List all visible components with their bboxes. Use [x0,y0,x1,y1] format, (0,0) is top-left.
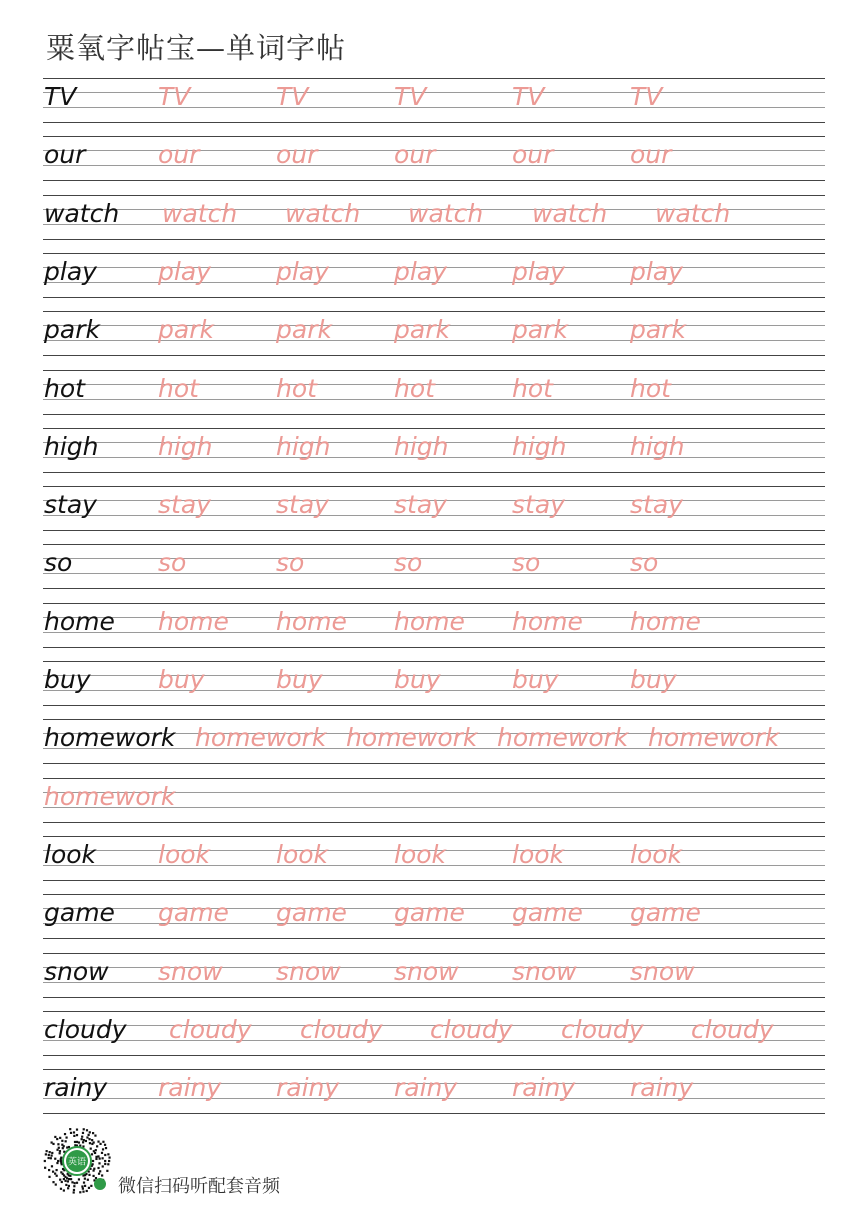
qr-dot [65,1140,67,1142]
qr-dot [56,1138,58,1140]
qr-dot [98,1162,100,1164]
qr-dot [51,1155,53,1157]
qr-dot [96,1145,98,1147]
qr-dot [52,1143,54,1145]
trace-word: game [630,898,701,927]
ruled-line [43,661,825,662]
trace-word: rainy [394,1073,458,1102]
qr-dot [48,1176,50,1178]
qr-dot [49,1151,51,1153]
ruled-line [43,719,825,720]
qr-dot [91,1153,93,1155]
trace-word: so [630,548,659,577]
ruled-line [43,822,825,823]
trace-word: high [394,432,449,461]
trace-word: stay [158,490,211,519]
qr-dot [95,1149,97,1151]
qr-dot [62,1147,64,1149]
qr-dot [99,1143,101,1145]
qr-dot [92,1132,94,1134]
ruled-line [43,894,825,895]
model-word: high [44,432,99,461]
practice-row [43,253,825,299]
qr-dot [97,1141,99,1143]
qr-dot [78,1178,80,1180]
trace-word: game [512,898,583,927]
ruled-line [43,778,825,779]
trace-word: cloudy [430,1015,513,1044]
qr-dot [71,1181,73,1183]
model-word: home [44,607,115,636]
trace-word: so [394,548,423,577]
model-word: rainy [44,1073,108,1102]
qr-dot [78,1141,80,1143]
trace-word: rainy [276,1073,340,1102]
model-word: watch [44,199,120,228]
trace-word: watch [408,199,484,228]
trace-word: play [276,257,329,286]
qr-dot [107,1163,109,1165]
qr-dot [61,1140,63,1142]
qr-dot [85,1140,87,1142]
trace-word: play [630,257,683,286]
qr-dot [74,1182,76,1184]
trace-word: buy [394,665,441,694]
ruled-line [43,472,825,473]
qr-dot [86,1190,88,1192]
qr-dot [99,1170,101,1172]
model-word: so [44,548,73,577]
qr-dot [104,1144,106,1146]
qr-dot [48,1157,50,1159]
trace-word: watch [285,199,361,228]
qr-dot [65,1184,67,1186]
qr-dot [90,1148,92,1150]
qr-dot [52,1171,54,1173]
trace-word: so [158,548,187,577]
qr-dot [81,1136,83,1138]
trace-word: park [394,315,450,344]
ruled-line [43,705,825,706]
qr-dot [89,1131,91,1133]
qr-dot [105,1147,107,1149]
qr-dot [52,1181,54,1183]
qr-dot [57,1143,59,1145]
qr-dot [104,1154,106,1156]
qr-dot [102,1141,104,1143]
qr-dot [84,1185,86,1187]
qr-dot [74,1141,76,1143]
ruled-line [43,647,825,648]
qr-dot [98,1173,100,1175]
ruled-line [43,370,825,371]
trace-word: rainy [630,1073,694,1102]
ruled-line [43,78,825,79]
trace-word: so [512,548,541,577]
qr-dot [104,1160,106,1162]
trace-word: our [394,140,436,169]
practice-row [43,778,825,824]
model-word: look [44,840,97,869]
ruled-line [43,428,825,429]
qr-badge-icon [94,1178,106,1190]
qr-dot [55,1183,57,1185]
qr-dot [59,1152,61,1154]
trace-word: look [512,840,565,869]
qr-dot [92,1175,94,1177]
qr-dot [102,1157,104,1159]
trace-word: game [394,898,465,927]
qr-dot [87,1179,89,1181]
ruled-line [43,253,825,254]
qr-dot [59,1137,61,1139]
qr-dot [65,1136,67,1138]
ruled-line [43,239,825,240]
ruled-line [43,997,825,998]
trace-word: hot [158,374,199,403]
trace-word: game [158,898,229,927]
ruled-line [43,953,825,954]
qr-dot [97,1167,99,1169]
qr-dot [89,1138,91,1140]
ruled-line [43,195,825,196]
trace-word: game [276,898,347,927]
trace-word: home [394,607,465,636]
qr-dot [56,1162,58,1164]
ruled-line [43,763,825,764]
qr-dot [102,1148,104,1150]
model-word: homework [44,723,176,752]
qr-dot [62,1168,64,1170]
qr-dot [44,1167,46,1169]
ruled-line [43,1011,825,1012]
trace-word: park [512,315,568,344]
qr-logo-label: 英语 [67,1157,87,1168]
qr-dot [104,1163,106,1165]
qr-dot [69,1128,71,1130]
trace-word: home [276,607,347,636]
trace-word: rainy [158,1073,222,1102]
footer [42,1126,342,1200]
qr-dot [83,1139,85,1141]
qr-dot [59,1179,61,1181]
qr-dot [95,1156,97,1158]
practice-row [43,428,825,474]
qr-dot [46,1150,48,1152]
qr-dot [95,1177,97,1179]
scan-caption: 微信扫码听配套音频 [118,1176,280,1197]
trace-word: watch [655,199,731,228]
qr-dot [60,1188,62,1190]
qr-dot [108,1156,110,1158]
ruled-line [43,603,825,604]
model-word: buy [44,665,91,694]
qr-dot [51,1165,53,1167]
ruled-line [43,1113,825,1114]
qr-dot [61,1181,63,1183]
qr-dot [81,1138,83,1140]
trace-word: home [512,607,583,636]
qr-dot [54,1158,56,1160]
model-word: hot [44,374,85,403]
trace-word: TV [630,82,663,111]
ruled-line [43,297,825,298]
ruled-line [43,355,825,356]
ruled-line [43,1069,825,1070]
qr-dot [83,1128,85,1130]
qr-dot [82,1141,84,1143]
qr-dot [73,1189,75,1191]
qr-dot [64,1133,66,1135]
qr-dot [48,1154,50,1156]
trace-word: TV [394,82,427,111]
qr-dot [54,1173,56,1175]
model-word: our [44,140,86,169]
trace-word: snow [630,957,695,986]
practice-row [43,836,825,882]
qr-dot [102,1165,104,1167]
model-word: snow [44,957,109,986]
trace-word: play [394,257,447,286]
trace-word: stay [276,490,329,519]
ruled-line [43,414,825,415]
trace-word: cloudy [561,1015,644,1044]
qr-dot [56,1149,58,1151]
qr-dot [60,1171,62,1173]
qr-dot [94,1152,96,1154]
qr-dot [67,1180,69,1182]
qr-dot [61,1144,63,1146]
ruled-line [43,836,825,837]
qr-dot [68,1178,70,1180]
trace-word: our [276,140,318,169]
qr-dot [92,1160,94,1162]
trace-word: snow [158,957,223,986]
trace-word: homework [195,723,327,752]
trace-word: park [158,315,214,344]
qr-dot [60,1157,62,1159]
trace-word: high [276,432,331,461]
model-word: TV [44,82,77,111]
qr-code-icon[interactable] [42,1126,112,1196]
trace-word: snow [512,957,577,986]
qr-dot [68,1185,70,1187]
trace-word: cloudy [169,1015,252,1044]
qr-dot [44,1160,46,1162]
qr-dot [82,1188,84,1190]
practice-row [43,136,825,182]
qr-dot [81,1185,83,1187]
trace-word: buy [158,665,205,694]
qr-dot [76,1182,78,1184]
trace-word: buy [630,665,677,694]
model-word: play [44,257,97,286]
qr-dot [51,1141,53,1143]
trace-word: high [630,432,685,461]
trace-word: hot [394,374,435,403]
trace-word: cloudy [300,1015,383,1044]
qr-dot [106,1170,108,1172]
qr-dot [70,1178,72,1180]
trace-word: rainy [512,1073,576,1102]
qr-dot [82,1132,84,1134]
qr-dot [63,1178,65,1180]
trace-word: watch [532,199,608,228]
trace-word: homework [648,723,780,752]
qr-dot [88,1134,90,1136]
trace-word: TV [276,82,309,111]
qr-dot [92,1169,94,1171]
model-word: game [44,898,115,927]
qr-dot [76,1134,78,1136]
trace-word: TV [512,82,545,111]
trace-word: watch [162,199,238,228]
qr-dot [101,1152,103,1154]
qr-dot [89,1142,91,1144]
practice-row [43,953,825,999]
qr-dot [56,1169,58,1171]
trace-word: snow [276,957,341,986]
ruled-line [43,530,825,531]
trace-word: look [158,840,211,869]
qr-dot [48,1169,50,1171]
qr-dot [93,1141,95,1143]
qr-dot [50,1157,52,1159]
model-word: cloudy [44,1015,127,1044]
practice-row [43,544,825,590]
qr-dot [76,1129,78,1131]
ruled-line [43,938,825,939]
trace-word: cloudy [691,1015,774,1044]
qr-dot [51,1152,53,1154]
ruled-line [43,880,825,881]
ruled-line [43,180,825,181]
trace-word: homework [497,723,629,752]
trace-word: play [158,257,211,286]
trace-word: look [276,840,329,869]
practice-row [43,311,825,357]
trace-word: home [158,607,229,636]
qr-dot [107,1153,109,1155]
trace-word: park [276,315,332,344]
qr-dot [67,1187,69,1189]
trace-word: look [630,840,683,869]
ruled-line [43,544,825,545]
qr-dot [82,1191,84,1193]
qr-dot [97,1155,99,1157]
trace-word: homework [346,723,478,752]
qr-dot [73,1191,75,1193]
trace-word: so [276,548,305,577]
qr-dot [88,1174,90,1176]
practice-row [43,603,825,649]
trace-word: stay [630,490,683,519]
ruled-line [43,136,825,137]
qr-dot [83,1181,85,1183]
practice-row [43,1011,825,1057]
qr-dot [101,1174,103,1176]
qr-dot [86,1136,88,1138]
trace-word: our [630,140,672,169]
ruled-line [43,311,825,312]
trace-word: stay [512,490,565,519]
trace-word: snow [394,957,459,986]
practice-row [43,894,825,940]
qr-dot [73,1131,75,1133]
trace-word: play [512,257,565,286]
trace-word: our [158,140,200,169]
qr-dot [57,1160,59,1162]
trace-word: hot [276,374,317,403]
qr-dot [84,1178,86,1180]
trace-word: high [158,432,213,461]
qr-dot [91,1139,93,1141]
qr-dot [59,1150,61,1152]
ruled-line [43,122,825,123]
qr-dot [54,1136,56,1138]
qr-dot [76,1141,78,1143]
qr-dot [45,1153,47,1155]
trace-word: park [630,315,686,344]
qr-dot [95,1158,97,1160]
qr-dot [86,1129,88,1131]
qr-dot [68,1146,70,1148]
qr-dot [90,1185,92,1187]
qr-dot [58,1147,60,1149]
qr-dot [73,1185,75,1187]
trace-word: TV [158,82,191,111]
trace-word: hot [512,374,553,403]
qr-dot [63,1189,65,1191]
trace-word: buy [276,665,323,694]
qr-dot [70,1132,72,1134]
qr-dot [108,1160,110,1162]
trace-word: look [394,840,447,869]
qr-dot [79,1191,81,1193]
qr-dot [56,1175,58,1177]
qr-dot [94,1135,96,1137]
trace-word: our [512,140,554,169]
ruled-line [43,486,825,487]
trace-word: home [630,607,701,636]
practice-row [43,661,825,707]
trace-word: homework [44,782,176,811]
trace-word: high [512,432,567,461]
qr-dot [73,1135,75,1137]
practice-row [43,78,825,124]
practice-row [43,719,825,765]
practice-row [43,486,825,532]
qr-dot [99,1158,101,1160]
model-word: stay [44,490,97,519]
trace-word: hot [630,374,671,403]
practice-row [43,370,825,416]
ruled-line [43,588,825,589]
qr-dot [88,1187,90,1189]
model-word: park [44,315,100,344]
practice-row [43,1069,825,1115]
page-title: 粟氧字帖宝—单词字帖 [46,31,347,65]
practice-row [43,195,825,241]
trace-word: buy [512,665,559,694]
ruled-line [43,1055,825,1056]
trace-word: stay [394,490,447,519]
